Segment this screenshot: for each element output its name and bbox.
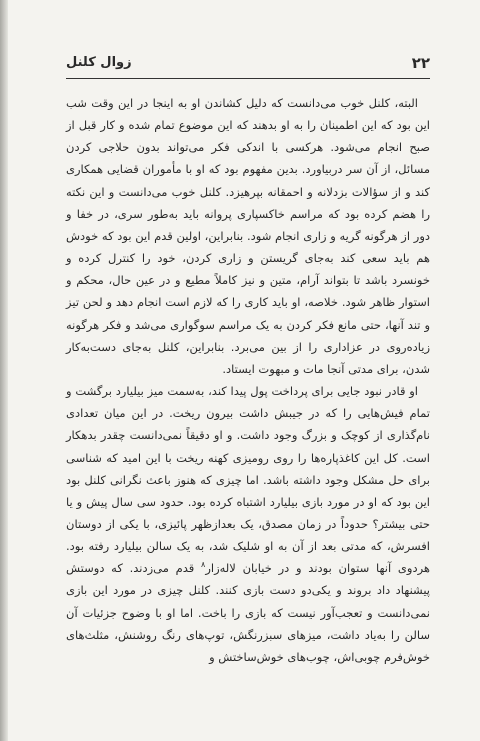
- paragraph-2-text-start: او قادر نبود جایی برای پرداخت پول پیدا کند، به‌سمت میز بیلیارد برگشت و تمام فیش‌هایی را که در جیبش داشت بیرون ریخت. در این میان تعدادی نام‌گذاری از کوچک و بزرگ وجود داشت. و او دقیقاً نمی‌دانست چقدر بدهکار است. کل این کاغذپاره‌ها را روی رومیزی کهنه ریخت با این امید که شناسی برای حل مشکل وجود داشته باشد. اما چیزی که هنوز باعث نگرانی کلنل بود این بود که او در مورد بازی بیلیارد اشتباه کرده بود. حدود سی سال پیش و یا حتی بیشتر؟ حدوداً در زمان مصدق، یک بعدازظهر پائیزی، با یکی از دوستان افسرش، که مدتی بعد از آن به او شلیک شد، به یک سالن بیلیارد رفته بود. هردوی آنها ستوان بودند و در خیابان لاله‌زار: [66, 384, 430, 576]
- page-body: [66, 92, 430, 668]
- page-number: ۲۲: [411, 54, 430, 72]
- running-title: زوال کلنل: [66, 55, 132, 70]
- header-divider: [66, 78, 430, 79]
- paragraph-1: البته، کلنل خوب می‌دانست که دلیل کشاندن او به اینجا در این وقت شب این بود که این اطمینان را به او بدهند که این موضوع تمام شده و کار قبل از صبح انجام می‌شود. هرکسی با اندکی فکر می‌تواند بدون حلاجی کردن مسائل، از آن سر دربیاورد. بدین مفهوم بود که او با مأموران قضایی همکاری کند و از سؤالات بزدلانه و احمقانه بپرهیزد. کلنل خوب می‌دانست و این نکته را هضم کرده بود که مراسم خاکسپاری پروانه باید به‌طور سری، در خفا و دور از هرگونه گریه و زاری انجام شود. بنابراین، اولین قدم این بود که خودش هم باید سعی کند به‌جای گریستن و زاری کردن، خود را کنترل کرده و خونسرد باشد تا بتواند آرام، متین و نیز کاملاً مطیع و در عین حال، محکم و استوار ظاهر شود. خلاصه، او باید کاری را که لازم است انجام دهد و لحن تیز و تند آنها، حتی مانع فکر کردن به یک مراسم سوگواری می‌شد و فکر هرگونه زیاده‌روی در عزاداری را از بین می‌برد. بنابراین، کلنل به‌جای دست‌به‌کار شدن، برای مدتی آنجا مات و مبهوت ایستاد.: [66, 96, 430, 376]
- footnote-marker[interactable]: ۸: [201, 560, 206, 570]
- page-binding-shadow: [0, 0, 8, 741]
- paragraph-2: [66, 380, 430, 668]
- paragraph-2-text-end: قدم می‌زدند. که دوستش پیشنهاد داد بروند و یکی‌دو دست بازی کنند. کلنل چیزی در مورد این بازی نمی‌دانست و تعجب‌آور نیست که بازی را باخت. اما او با وضوح جزئیات آن سالن را به‌یاد داشت، میزهای سبزرنگش، توپ‌های رنگ روشنش، مثلث‌های خوش‌فرم چوبی‌اش، چوب‌های خوش‌ساختش و: [66, 561, 430, 664]
- page-header: [66, 52, 430, 74]
